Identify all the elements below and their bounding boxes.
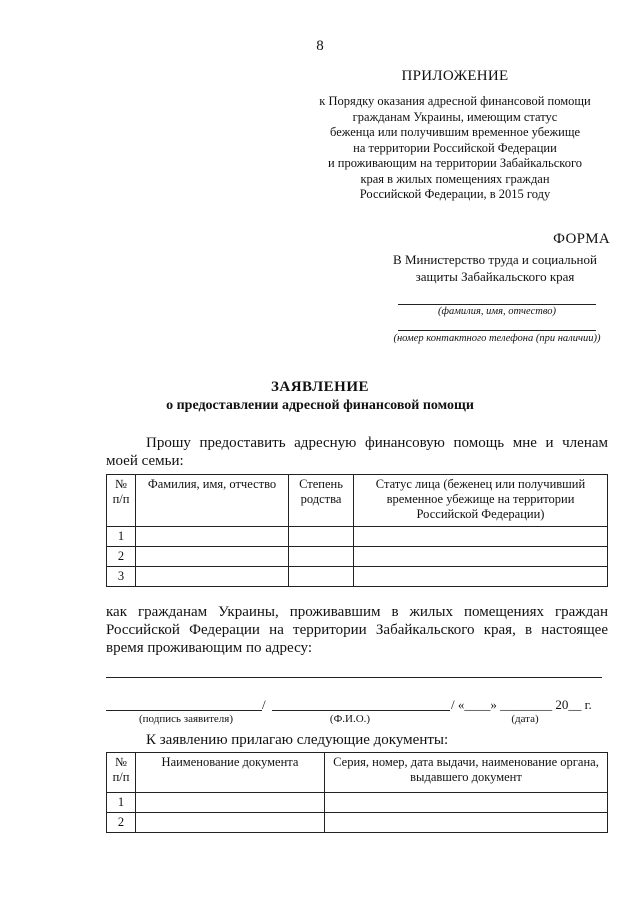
row-number: 3 — [107, 567, 136, 587]
signature-caption: (подпись заявителя) — [138, 713, 234, 725]
applicant-phone-caption: (номер контактного телефона (при наличии)) — [393, 333, 601, 344]
table-header-row — [107, 475, 608, 527]
signature-field[interactable] — [106, 710, 262, 711]
appendix-line: беженца или получившим временное убежище — [330, 125, 580, 139]
cell-status[interactable] — [354, 527, 608, 547]
document-subheading: о предоставлении адресной финансовой помощи — [166, 398, 474, 413]
recipient-line: защиты Забайкальского края — [415, 269, 575, 284]
row-number: 1 — [107, 527, 136, 547]
documents-table — [106, 752, 608, 833]
appendix-line: Российской Федерации, в 2015 году — [359, 187, 551, 201]
date-field[interactable]: / «____» ________ 20__ г. — [451, 697, 592, 712]
family-members-table — [106, 474, 608, 587]
address-field[interactable] — [106, 677, 602, 678]
document-heading: ЗАЯВЛЕНИЕ — [270, 379, 370, 395]
table-row — [107, 567, 608, 587]
name-field[interactable] — [272, 710, 450, 711]
appendix-line: гражданам Украины, имеющим статус — [352, 109, 558, 124]
appendix-line: к Порядку оказания адресной финансовой помощи — [319, 94, 591, 108]
row-number: 2 — [107, 547, 136, 567]
appendix-line: и проживающим на территории Забайкальского — [327, 156, 583, 170]
table-header-row — [107, 753, 608, 793]
date-caption: (дата) — [511, 713, 539, 725]
table-row — [107, 793, 608, 813]
documents-paragraph: К заявлению прилагаю следующие документы: — [146, 732, 449, 748]
applicant-name-caption: (фамилия, имя, отчество) — [438, 306, 556, 317]
name-caption: (Ф.И.О.) — [329, 713, 371, 725]
appendix-reference — [300, 94, 610, 203]
col-number: № п/п — [107, 475, 136, 527]
table-row — [107, 813, 608, 833]
appendix-line: края в жилых помещениях граждан — [360, 171, 550, 186]
applicant-name-field[interactable] — [398, 304, 596, 305]
appendix-line: на территории Российской Федерации — [353, 140, 557, 155]
form-label: ФОРМА — [553, 231, 610, 247]
signature-separator: / — [262, 697, 266, 712]
row-number: 1 — [107, 793, 136, 813]
cell-document-details[interactable] — [325, 793, 608, 813]
col-full-name: Фамилия, имя, отчество — [136, 475, 289, 527]
cell-full-name[interactable] — [136, 547, 289, 567]
request-paragraph: Прошу предоставить адресную финансовую помощь мне и членам моей семьи: — [106, 435, 608, 469]
recipient-line: В Министерство труда и социальной — [393, 252, 597, 267]
appendix-title: ПРИЛОЖЕНИЕ — [401, 68, 509, 84]
applicant-phone-field[interactable] — [398, 330, 596, 331]
address-paragraph: как гражданам Украины, проживавшим в жилых помещениях граждан Российской Федерации на территории Забайкальского края, в настоящее время проживающим по адресу: — [106, 604, 608, 656]
table-row — [107, 527, 608, 547]
recipient-block — [360, 251, 630, 285]
cell-relationship[interactable] — [289, 567, 354, 587]
cell-status[interactable] — [354, 567, 608, 587]
col-document-details: Серия, номер, дата выдачи, наименование органа, выдавшего документ — [325, 753, 608, 793]
cell-full-name[interactable] — [136, 527, 289, 547]
col-document-name: Наименование документа — [136, 753, 325, 793]
page-number: 8 — [316, 38, 324, 54]
col-number: № п/п — [107, 753, 136, 793]
row-number: 2 — [107, 813, 136, 833]
cell-full-name[interactable] — [136, 567, 289, 587]
cell-document-name[interactable] — [136, 813, 325, 833]
col-status: Статус лица (беженец или получивший временное убежище на территории Российской Федерации) — [354, 475, 608, 527]
col-relationship: Степень родства — [289, 475, 354, 527]
cell-document-details[interactable] — [325, 813, 608, 833]
cell-status[interactable] — [354, 547, 608, 567]
table-row — [107, 547, 608, 567]
cell-relationship[interactable] — [289, 527, 354, 547]
cell-document-name[interactable] — [136, 793, 325, 813]
cell-relationship[interactable] — [289, 547, 354, 567]
